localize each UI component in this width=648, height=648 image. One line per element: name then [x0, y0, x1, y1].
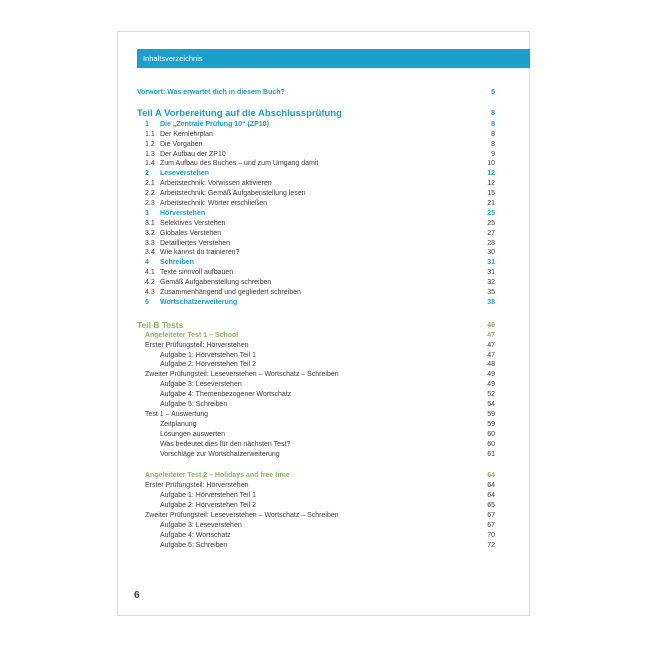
toc-entry-page: 61 [487, 450, 495, 458]
toc-entry-title: Globales Verstehen [160, 229, 222, 237]
toc-entry-title: Aufgabe 2: Hörverstehen Teil 2 [160, 361, 256, 369]
toc-entry-title: Angeleiteter Test 1 – School [145, 331, 239, 339]
toc-entry[interactable] [145, 288, 495, 298]
toc-entry-title: Zum Aufbau des Buches – und zum Umgang damit [160, 160, 319, 168]
toc-entry-title: Teil B Tests [137, 319, 184, 330]
toc-entry-page: 65 [487, 502, 495, 510]
toc-entry-title: Arbeitstechnik: Wörter erschließen [160, 200, 267, 208]
book-page [117, 31, 530, 616]
toc-entry-title: Zweiter Prüfungsteil: Leseverstehen – Wortschatz – Schreiben [145, 371, 339, 379]
toc-entry-title: Selektives Verstehen [160, 219, 226, 227]
toc-entry[interactable] [145, 380, 495, 390]
page-header-bar [137, 49, 530, 68]
toc-entry-title: Zweiter Prüfungsteil: Leseverstehen – Wortschatz – Schreiben [145, 511, 339, 519]
toc-entry[interactable] [145, 258, 495, 268]
toc-entry-title: Aufgabe 1: Hörverstehen Teil 1 [160, 492, 256, 500]
toc-entry-page: 67 [487, 521, 495, 529]
toc-entry[interactable] [145, 169, 495, 179]
toc-entry-number: 3.1 [145, 219, 155, 227]
toc-entry[interactable] [145, 400, 495, 410]
toc-entry[interactable] [145, 120, 495, 130]
toc-entry-page: 70 [487, 531, 495, 539]
toc-entry-page: 32 [487, 279, 495, 287]
toc-entry-title: Vorwort: Was erwartet dich in diesem Buch? [137, 89, 285, 96]
toc-entry[interactable] [137, 88, 495, 98]
toc-entry[interactable] [145, 278, 495, 288]
toc-entry[interactable] [145, 410, 495, 420]
toc-entry[interactable] [145, 239, 495, 249]
toc-entry-number: 3.2 [145, 229, 155, 237]
page-title: Inhaltsverzeichnis [143, 54, 203, 63]
toc-entry[interactable] [145, 471, 495, 481]
toc-entry-page: 5 [491, 89, 495, 96]
toc-entry-page: 21 [487, 200, 495, 208]
toc-entry[interactable] [145, 179, 495, 189]
toc-entry-title: Erster Prüfungsteil: Hörverstehen [145, 341, 249, 349]
toc-entry-number: 1.1 [145, 130, 155, 138]
toc-entry-page: 9 [491, 150, 495, 158]
toc-entry-page: 54 [487, 401, 495, 409]
toc-entry-number: 2 [145, 170, 149, 178]
toc-entry-title: Detailliertes Verstehen [160, 239, 231, 247]
toc-entry[interactable] [145, 189, 495, 199]
toc-entry-number: 1 [145, 120, 149, 128]
toc-entry-page: 10 [487, 160, 495, 168]
toc-entry[interactable] [145, 209, 495, 219]
toc-entry-page: 46 [487, 321, 495, 329]
toc-entry-title: Aufgabe 5: Schreiben [160, 541, 228, 549]
toc-entry-number: 2.1 [145, 180, 155, 188]
toc-entry-page: 49 [487, 371, 495, 379]
toc-entry-page: 30 [487, 249, 495, 257]
toc-entry[interactable] [145, 331, 495, 341]
toc-entry[interactable] [145, 511, 495, 521]
toc-entry-page: 8 [491, 120, 495, 128]
toc-entry[interactable] [145, 341, 495, 351]
toc-entry-title: Erster Prüfungsteil: Hörverstehen [145, 482, 249, 490]
toc-entry-title: Hörverstehen [160, 209, 206, 217]
toc-entry-page: 48 [487, 361, 495, 369]
toc-entry-title: Angeleiteter Test 2 – Holidays and free time [145, 472, 290, 480]
toc-entry[interactable] [145, 248, 495, 258]
toc-entry-title: Vorschläge zur Wortschatzerweiterung [160, 450, 280, 458]
toc-entry[interactable] [145, 440, 495, 450]
toc-entry-page: 12 [487, 170, 495, 178]
table-of-contents [137, 88, 495, 551]
toc-entry-number: 2.2 [145, 190, 155, 198]
toc-entry-title: Arbeitstechnik: Gemäß Aufgabenstellung lesen [160, 190, 306, 198]
toc-entry[interactable] [145, 140, 495, 150]
toc-entry-page: 25 [487, 209, 495, 217]
toc-entry-title: Wie kannst du trainieren? [160, 249, 240, 257]
toc-entry[interactable] [145, 229, 495, 239]
toc-entry-number: 1.4 [145, 160, 155, 168]
toc-entry-title: Aufgabe 4: Themenbezogener Wortschatz [160, 391, 292, 399]
toc-entry[interactable] [145, 481, 495, 491]
toc-entry-page: 8 [491, 109, 495, 117]
toc-entry-page: 12 [487, 180, 495, 188]
toc-entry-title: Leseverstehen [160, 170, 210, 178]
toc-entry-number: 2.3 [145, 200, 155, 208]
toc-entry-number: 4.1 [145, 269, 155, 277]
toc-entry[interactable] [145, 268, 495, 278]
toc-entry[interactable] [145, 298, 495, 308]
toc-entry-title: Der Kernlehrplan [160, 130, 213, 138]
toc-entry[interactable] [145, 390, 495, 400]
toc-entry-title: Zeitplanung [160, 420, 197, 428]
toc-entry-page: 35 [487, 289, 495, 297]
toc-spacer [145, 459, 495, 471]
toc-entry-title: Die Vorgaben [160, 140, 203, 148]
toc-entry-title: Die „Zentrale Prüfung 10“ (ZP10) [160, 120, 269, 128]
toc-entry-number: 4 [145, 259, 149, 267]
toc-entry-page: 59 [487, 410, 495, 418]
toc-entry-page: 28 [487, 239, 495, 247]
toc-entry-page: 47 [487, 341, 495, 349]
toc-entry[interactable] [137, 107, 495, 120]
toc-entry-title: Aufgabe 5: Schreiben [160, 401, 228, 409]
toc-entry[interactable] [145, 450, 495, 460]
toc-entry-title: Zusammenhängend und gegliedert schreiben [160, 289, 301, 297]
toc-entry[interactable] [145, 541, 495, 551]
toc-entry-page: 60 [487, 440, 495, 448]
toc-entry[interactable] [137, 319, 495, 331]
toc-entry-title: Gemäß Aufgabenstellung schreiben [160, 279, 272, 287]
toc-entry-page: 47 [487, 331, 495, 339]
toc-entry-page: 49 [487, 381, 495, 389]
toc-entry-page: 64 [487, 482, 495, 490]
toc-entry-page: 38 [487, 298, 495, 306]
toc-entry-number: 1.2 [145, 140, 155, 148]
toc-entry-title: Aufgabe 3: Leseverstehen [160, 521, 242, 529]
toc-entry-number: 3.3 [145, 239, 155, 247]
toc-entry-page: 60 [487, 430, 495, 438]
toc-entry-number: 3 [145, 209, 149, 217]
toc-entry-page: 59 [487, 420, 495, 428]
toc-entry[interactable] [145, 531, 495, 541]
toc-entry-number: 5 [145, 298, 149, 306]
toc-entry-page: 72 [487, 541, 495, 549]
toc-entry[interactable] [145, 219, 495, 229]
toc-entry[interactable] [145, 360, 495, 370]
toc-entry-title: Teil A Vorbereitung auf die Abschlussprüfung [137, 107, 342, 119]
toc-entry-title: Aufgabe 3: Leseverstehen [160, 381, 242, 389]
toc-entry-title: Texte sinnvoll aufbauen [160, 269, 234, 277]
toc-entry-page: 52 [487, 391, 495, 399]
toc-entry-title: Schreiben [160, 259, 194, 267]
toc-entry-page: 8 [491, 140, 495, 148]
toc-entry[interactable] [145, 351, 495, 361]
toc-entry-page: 15 [487, 190, 495, 198]
toc-entry-page: 64 [487, 472, 495, 480]
toc-entry[interactable] [145, 150, 495, 160]
toc-entry[interactable] [145, 370, 495, 380]
toc-entry[interactable] [145, 521, 495, 531]
toc-entry-title: Aufgabe 2: Hörverstehen Teil 2 [160, 502, 256, 510]
toc-entry-page: 31 [487, 269, 495, 277]
toc-entry-title: Aufgabe 4: Wortschatz [160, 531, 231, 539]
toc-spacer [145, 308, 495, 320]
toc-entry[interactable] [145, 430, 495, 440]
toc-entry-page: 47 [487, 351, 495, 359]
toc-entry-title: Der Aufbau der ZP10 [160, 150, 226, 158]
toc-entry-page: 31 [487, 259, 495, 267]
toc-entry-title: Arbeitstechnik: Vorwissen aktivieren [160, 180, 272, 188]
toc-entry-page: 25 [487, 219, 495, 227]
toc-entry[interactable] [145, 420, 495, 430]
toc-entry-page: 64 [487, 492, 495, 500]
toc-entry-page: 67 [487, 511, 495, 519]
toc-entry[interactable] [145, 130, 495, 140]
toc-entry-title: Was bedeutet dies für den nächsten Test? [160, 440, 291, 448]
toc-entry[interactable] [145, 491, 495, 501]
toc-entry-number: 4.3 [145, 289, 155, 297]
toc-entry-title: Wortschatzerweiterung [160, 298, 238, 306]
toc-entry-number: 3.4 [145, 249, 155, 257]
toc-spacer [145, 98, 495, 107]
page-number: 6 [134, 590, 140, 601]
toc-entry-page: 27 [487, 229, 495, 237]
toc-entry-number: 1.3 [145, 150, 155, 158]
toc-entry-number: 4.2 [145, 279, 155, 287]
toc-entry[interactable] [145, 199, 495, 209]
toc-entry[interactable] [145, 159, 495, 169]
toc-entry[interactable] [145, 501, 495, 511]
toc-entry-page: 8 [491, 130, 495, 138]
toc-entry-title: Lösungen auswerten [160, 430, 225, 438]
toc-entry-title: Aufgabe 1: Hörverstehen Teil 1 [160, 351, 256, 359]
toc-entry-title: Test 1 – Auswertung [145, 410, 209, 418]
